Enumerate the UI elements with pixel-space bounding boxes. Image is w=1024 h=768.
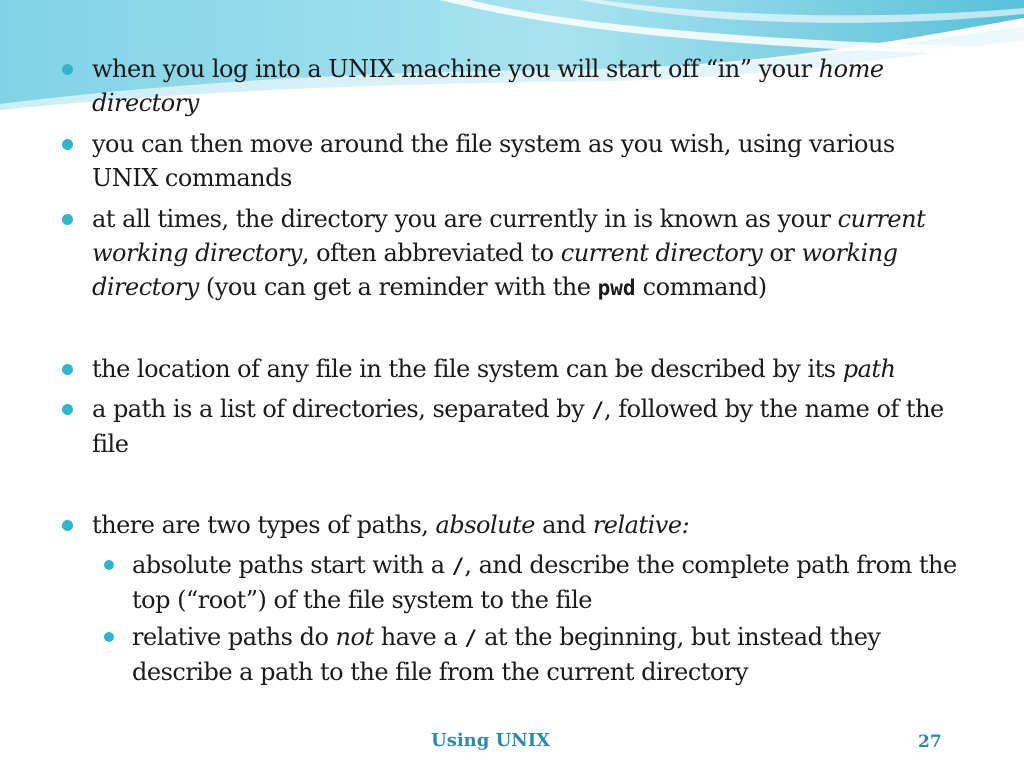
bullet-text: a path is a list of directories, separated by <box>92 395 592 423</box>
bullet-text: or <box>762 239 802 267</box>
emphasis-text: current directory <box>560 239 763 267</box>
disc-bullet-icon <box>62 139 73 150</box>
emphasis-text: home directory <box>92 55 884 117</box>
bullet-text: the location of any file in the file system can be described by its <box>92 355 843 383</box>
bullet-item <box>62 352 962 386</box>
bullet-text: you can then move around the file system as you wish, using various UNIX commands <box>92 130 895 192</box>
bullet-item <box>62 127 962 195</box>
bullet-text: , followed by the name of the file <box>92 395 944 458</box>
bullet-text: have a <box>373 623 465 651</box>
emphasis-text: path <box>842 355 896 383</box>
emphasis-text: working directory <box>92 239 898 301</box>
bullet-text: , and describe the complete path from the top (“root”) of the file system to the file <box>132 551 957 614</box>
bullet-item <box>62 392 962 461</box>
disc-bullet-icon <box>62 520 73 531</box>
page-number: 27 <box>918 732 942 752</box>
disc-bullet-icon <box>62 64 73 75</box>
bullet-item <box>62 202 962 305</box>
bullet-item <box>62 52 962 120</box>
bullet-text: relative paths do <box>132 623 336 651</box>
disc-bullet-icon <box>104 632 114 642</box>
footer-title: Using UNIX <box>431 730 551 751</box>
bullet-text: command) <box>635 273 767 301</box>
disc-bullet-icon <box>62 214 73 225</box>
emphasis-text: relative: <box>592 511 690 539</box>
code-text: / <box>464 626 477 650</box>
bullet-text: at the beginning, but instead they describe a path to the file from the current directory <box>132 623 881 686</box>
emphasis-text: not <box>335 623 374 651</box>
emphasis-text: current working directory <box>92 205 926 267</box>
slide-body <box>62 52 962 689</box>
bullet-text: there are two types of paths, <box>92 511 436 539</box>
code-text: / <box>591 398 604 422</box>
sub-bullet-item <box>104 620 962 689</box>
bullet-text: , often abbreviated to <box>301 239 561 267</box>
disc-bullet-icon <box>62 364 73 375</box>
bullet-text: and <box>534 511 593 539</box>
emphasis-text: absolute <box>435 511 535 539</box>
code-text: / <box>451 554 465 578</box>
code-text: pwd <box>597 276 636 300</box>
disc-bullet-icon <box>62 404 73 415</box>
bullet-text: at all times, the directory you are currently in is known as your <box>92 205 838 233</box>
bullet-text: (you can get a reminder with the <box>198 273 598 301</box>
bullet-text: absolute paths start with a <box>132 551 452 579</box>
sub-bullet-item <box>104 548 962 617</box>
disc-bullet-icon <box>104 560 114 570</box>
bullet-item <box>62 508 962 542</box>
bullet-text: when you log into a UNIX machine you will start off “in” your <box>92 55 819 83</box>
